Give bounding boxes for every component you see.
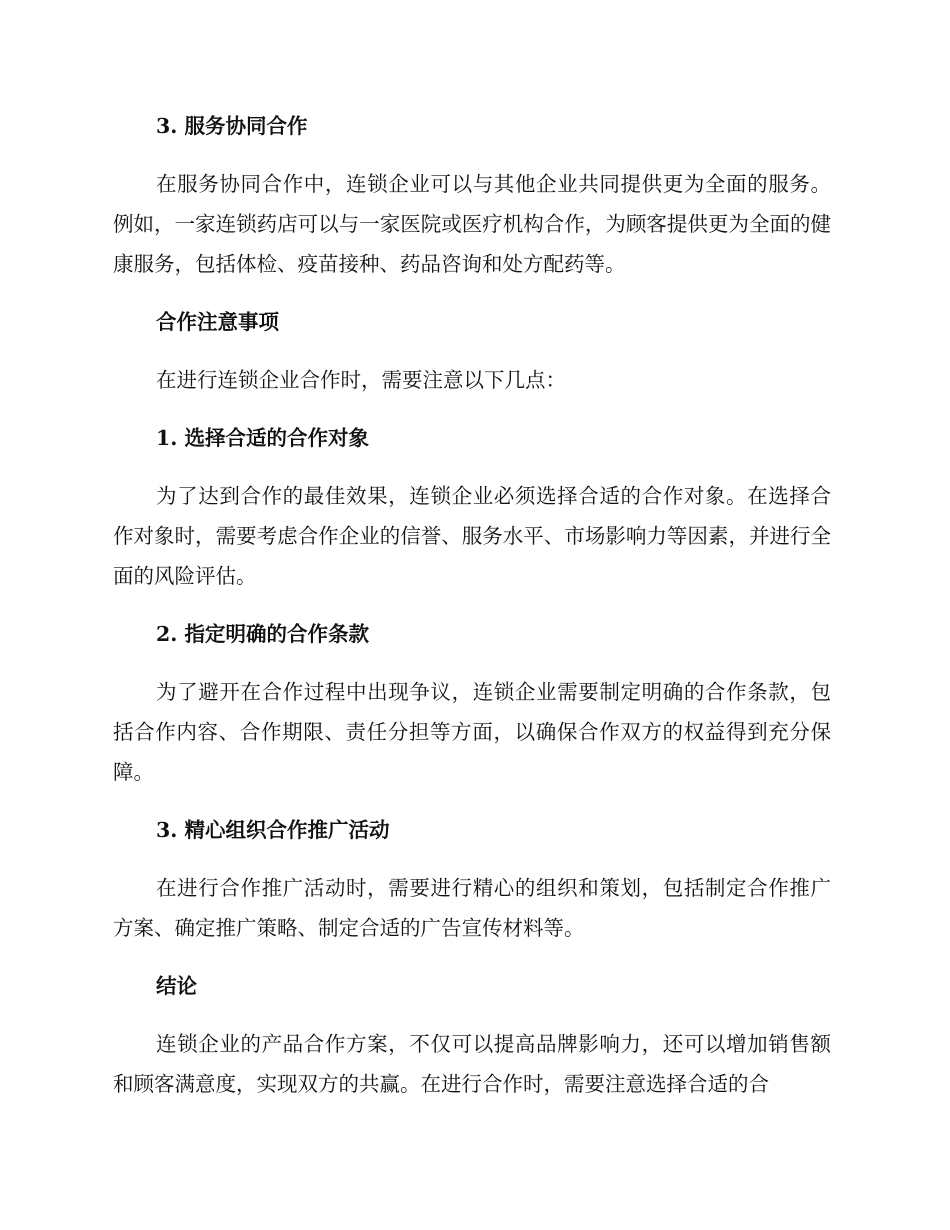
paragraph-promotion-activities: 在进行合作推广活动时，需要进行精心的组织和策划，包括制定合作推广方案、确定推广策略、制定合适的广告宣传材料等。: [113, 876, 831, 940]
document-body: [113, 106, 831, 1122]
heading-choose-partner: 1. 选择合适的合作对象: [156, 426, 370, 450]
paragraph-cooperation-notes-intro: 在进行连锁企业合作时，需要注意以下几点：: [156, 368, 566, 392]
heading-promotion-activities: 3. 精心组织合作推广活动: [156, 818, 390, 842]
paragraph-choose-partner: 为了达到合作的最佳效果，连锁企业必须选择合适的合作对象。在选择合作对象时，需要考虑合作企业的信誉、服务水平、市场影响力等因素，并进行全面的风险评估。: [113, 484, 831, 588]
heading-conclusion: 结论: [156, 974, 197, 998]
heading-clear-terms: 2. 指定明确的合作条款: [156, 622, 370, 646]
paragraph-conclusion: 连锁企业的产品合作方案，不仅可以提高品牌影响力，还可以增加销售额和顾客满意度，实现双方的共赢。在进行合作时，需要注意选择合适的合: [113, 1032, 831, 1096]
heading-cooperation-notes: 合作注意事项: [156, 310, 279, 334]
paragraph-service-cooperation: 在服务协同合作中，连锁企业可以与其他企业共同提供更为全面的服务。例如，一家连锁药店可以与一家医院或医疗机构合作，为顾客提供更为全面的健康服务，包括体检、疫苗接种、药品咨询和处方配药等。: [113, 172, 831, 276]
heading-service-cooperation: 3. 服务协同合作: [156, 114, 308, 138]
paragraph-clear-terms: 为了避开在合作过程中出现争议，连锁企业需要制定明确的合作条款，包括合作内容、合作期限、责任分担等方面，以确保合作双方的权益得到充分保障。: [113, 680, 831, 784]
